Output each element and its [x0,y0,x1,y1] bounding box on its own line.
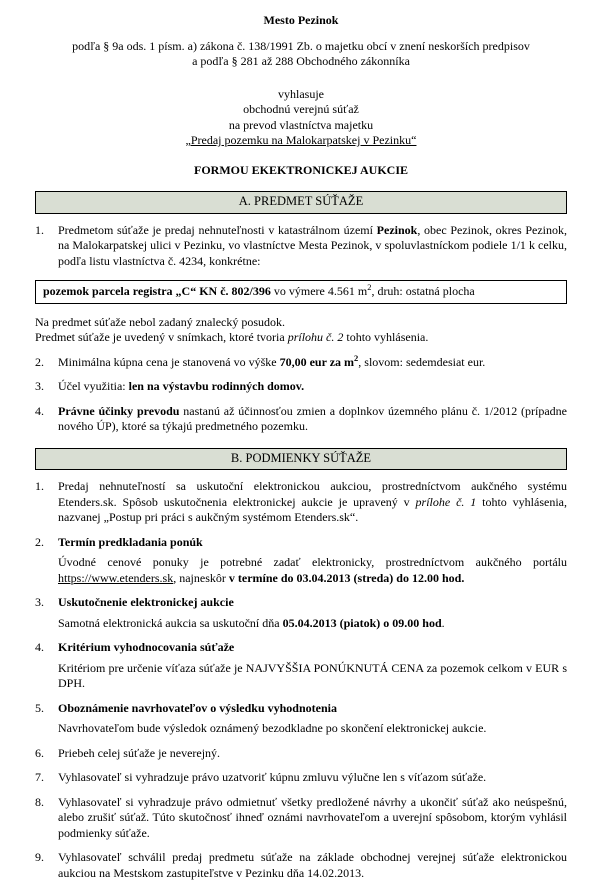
text-run: 2 [354,352,359,363]
list-item [35,535,567,551]
text-run: Navrhovateľom bude výsledok oznámený bezodkladne po skončení elektronickej aukcie. [58,721,487,735]
section-a-header: A. PREDMET SÚŤAŽE [35,191,567,214]
sub-paragraph [58,661,567,692]
text-run: v termíne do 03.04.2013 (streda) do 12.00 hod. [228,570,465,585]
legal-line-2: a podľa § 281 až 288 Obchodného zákonníka [192,54,410,68]
list-item-number: 8. [35,794,44,809]
text-run: 70,00 eur za m [279,354,355,369]
list-item-number: 4. [35,640,44,654]
list-item-number: 5. [35,700,44,715]
note-paragraph [35,315,567,331]
list-item-text [58,404,567,435]
text-run: Vyhlasovateľ si vyhradzuje právo uzatvoriť kúpnu zmluvu výlučne len s víťazom súťaže. [58,770,487,784]
parcel-box [35,280,567,304]
list-item-text [58,770,567,786]
legal-line-1: podľa § 9a ods. 1 písm. a) zákona č. 138/1991 Zb. o majetku obcí v znení neskorších predpisov [72,38,530,53]
section-a-body [35,223,567,435]
list-item-number: 2. [35,534,44,549]
list-item [35,595,567,611]
list-item-number: 6. [35,745,44,760]
text-run: , druh: ostatná plocha [371,284,475,298]
sub-paragraph [58,721,567,737]
legal-basis [35,39,567,70]
announce-line-1: vyhlasuje [278,86,324,101]
text-run: prílohu č. 2 [287,330,344,344]
text-run: prílohe č. 1 [415,494,477,509]
section-b-header: B. PODMIENKY SÚŤAŽE [35,448,567,471]
text-run: . [441,615,445,630]
text-run: Právne účinky prevodu [58,403,180,418]
list-item-text [58,479,567,526]
text-run: Predmetom súťaže je predaj nehnuteľnosti v katastrálnom území [58,222,377,237]
list-item [35,404,567,435]
list-item [35,479,567,526]
text-run: vo výmere 4.561 m [270,284,368,298]
text-run: , najneskôr [173,570,229,585]
list-item [35,850,567,881]
text-run: Predmet súťaže je uvedený v snímkach, ktoré tvoria [35,330,288,344]
list-item-text [58,223,567,270]
list-item-text [58,746,567,762]
sub-paragraph [58,555,567,586]
list-item-text [58,640,567,656]
list-item-text [58,850,567,881]
list-item-text [58,535,567,551]
list-item [35,770,567,786]
text-run: Účel využitia: [58,379,129,393]
text-run: Úvodné cenové ponuky je potrebné zadať elektronicky, prostredníctvom aukčného portálu [58,555,567,569]
text-run: 2 [367,282,372,292]
list-item [35,746,567,762]
list-item-number: 3. [35,595,44,609]
list-item [35,701,567,717]
text-run: pozemok parcela registra „C“ KN č. 802/396 [43,284,271,298]
section-b-body [35,479,567,881]
announce-line-2: obchodnú verejnú súťaž [243,102,359,116]
list-item-number: 3. [35,379,44,393]
list-item [35,223,567,270]
list-item-text [58,352,567,371]
etenders-link[interactable]: https://www.etenders.sk [58,570,174,585]
text-run: Pezinok [376,222,418,237]
text-run: Uskutočnenie elektronickej aukcie [58,595,234,609]
list-item [35,640,567,656]
list-item-text [58,701,567,717]
sub-paragraph [58,616,567,632]
text-run: Priebeh celej súťaže je neverejný. [58,745,221,760]
list-item-number: 7. [35,770,44,784]
text-run: nastanú až účinnosťou zmien a doplnkov územného plánu č. 1/2012 (prípadne nového ÚP), ktoré sa týkajú predmetného pozemku. [58,403,568,433]
tender-subject-title: „Predaj pozemku na Malokarpatskej v Pezinku“ [185,133,417,147]
auction-form-line: FORMOU EKEKTRONICKEJ AUKCIE [193,162,409,177]
text-run: Termín predkladania ponúk [58,534,203,549]
announcement [35,87,567,149]
list-item-text [58,795,567,842]
text-run: Oboznámenie navrhovateľov o výsledku vyhodnotenia [58,700,337,715]
text-run: Minimálna kúpna cena je stanovená vo výške [58,354,280,369]
list-item-text [58,379,567,395]
text-run: Predaj nehnuteľností sa uskutoční elektronickou aukciou, prostredníctvom aukčného systému Etenders.sk. Spôsob uskutočnenia elektronickej aukcie je upravený v [58,479,567,509]
note-paragraph [35,330,567,346]
text-run: Na predmet súťaže nebol zadaný znalecký posudok. [35,314,286,329]
text-run: tohto vyhlásenia. [343,330,429,344]
list-item-number: 4. [35,403,44,418]
list-item-number: 9. [35,850,44,864]
city-title: Mesto Pezinok [263,13,339,27]
text-run: 05.04.2013 (piatok) o 09.00 hod [282,615,442,630]
text-run: len na výstavbu rodinných domov. [128,379,305,393]
list-item [35,379,567,395]
text-run: Vyhlasovateľ schválil predaj predmetu súťaže na základe obchodnej verejnej súťaže elektronickou aukciou na Mestskom zastupiteľstve v Pezinku dňa 14.02.2013. [58,850,567,880]
list-item [35,795,567,842]
text-run: , slovom: sedemdesiat eur. [358,354,486,369]
text-run: Vyhlasovateľ si vyhradzuje právo odmietnuť všetky predložené návrhy a ukončiť súťaž ako neúspešnú, alebo zrušiť súťaž. Túto skutočnosť ihneď oznámi navrhovateľom a uverejní spôsobom, ktorým vyhlásil podmienky súťaže. [58,794,567,840]
list-item [35,352,567,371]
text-run: tohto vyhlásenia, nazvanej „Postup pri práci s aukčným systémom Etenders.sk“. [58,494,567,524]
announce-line-3: na prevod vlastníctva majetku [228,117,374,132]
text-run: Kritériom pre určenie víťaza súťaže je NAJVYŠŠIA PONÚKNUTÁ CENA za pozemok celkom v EUR s DPH. [58,660,567,690]
list-item-number: 1. [35,479,44,493]
text-run: , obec Pezinok, okres Pezinok, na Malokarpatskej ulici v Pezinku, vo vlastníctve Mesta Pezinok, v spoluvlastníckom podiele 1/1 k celku, podľa listu vlastníctva č. 4234, konkrétne: [58,222,567,268]
list-item-number: 2. [35,354,44,369]
text-run: Kritérium vyhodnocovania súťaže [58,640,235,654]
list-item-number: 1. [35,222,44,237]
list-item-text [58,595,567,611]
text-run: Samotná elektronická aukcia sa uskutoční dňa [58,615,283,630]
